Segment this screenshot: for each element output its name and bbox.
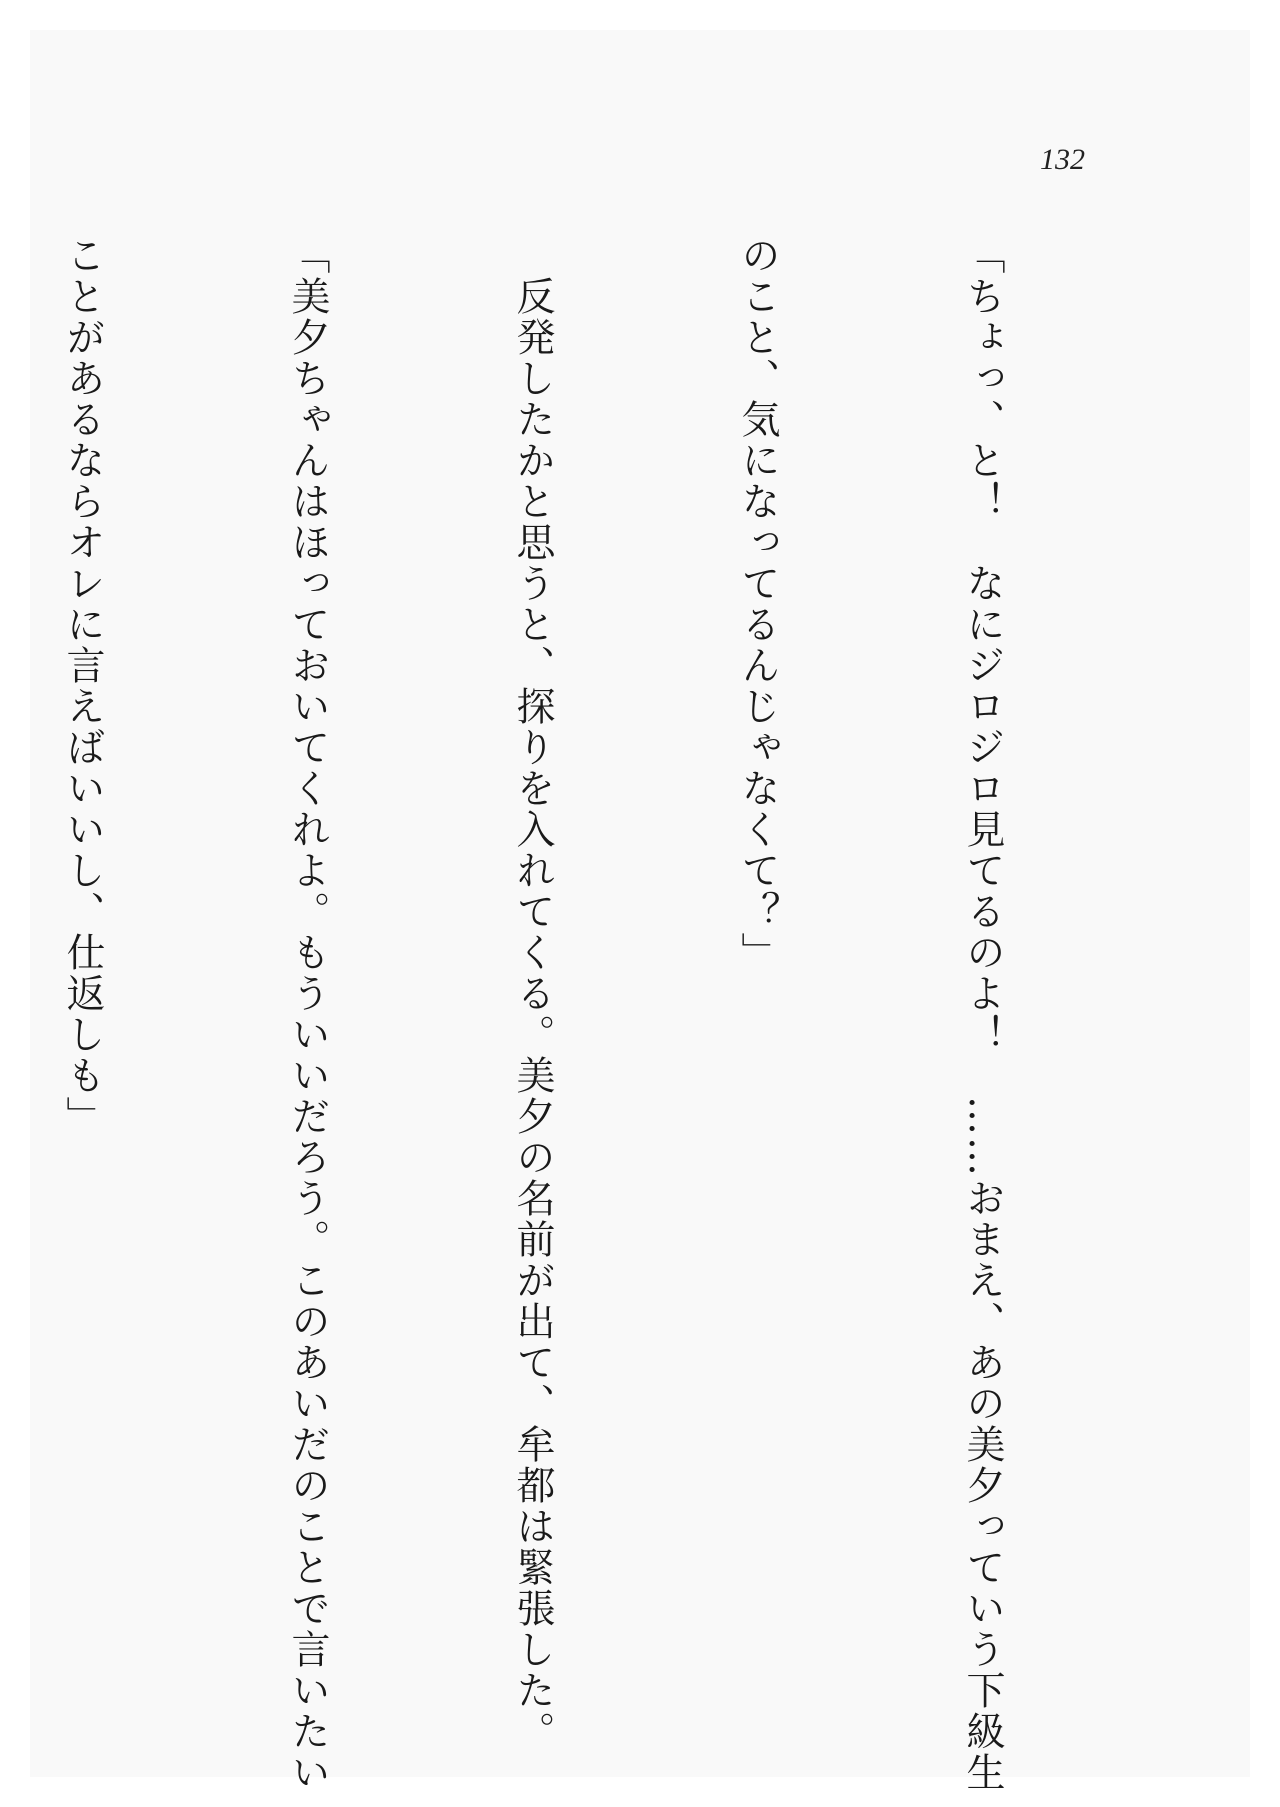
text-line: 「ちょっ、と！ なにジロジロ見てるのよ！ ……おまえ、あの美夕っていう下級生 — [960, 235, 1005, 1793]
page-number: 132 — [1040, 143, 1085, 176]
vertical-text-body — [60, 235, 1170, 1793]
text-line: ことがあるならオレに言えばいいし、仕返しも」 — [60, 235, 105, 1137]
book-page — [30, 30, 1250, 1793]
text-line: 反発したかと思うと、探りを入れてくる。美夕の名前が出て、牟都は緊張した。 — [510, 235, 555, 1752]
text-line: のこと、気になってるんじゃなくて？」 — [735, 235, 780, 973]
text-line: 「美夕ちゃんはほっておいてくれよ。もういいだろう。このあいだのことで言いたい — [285, 235, 330, 1793]
